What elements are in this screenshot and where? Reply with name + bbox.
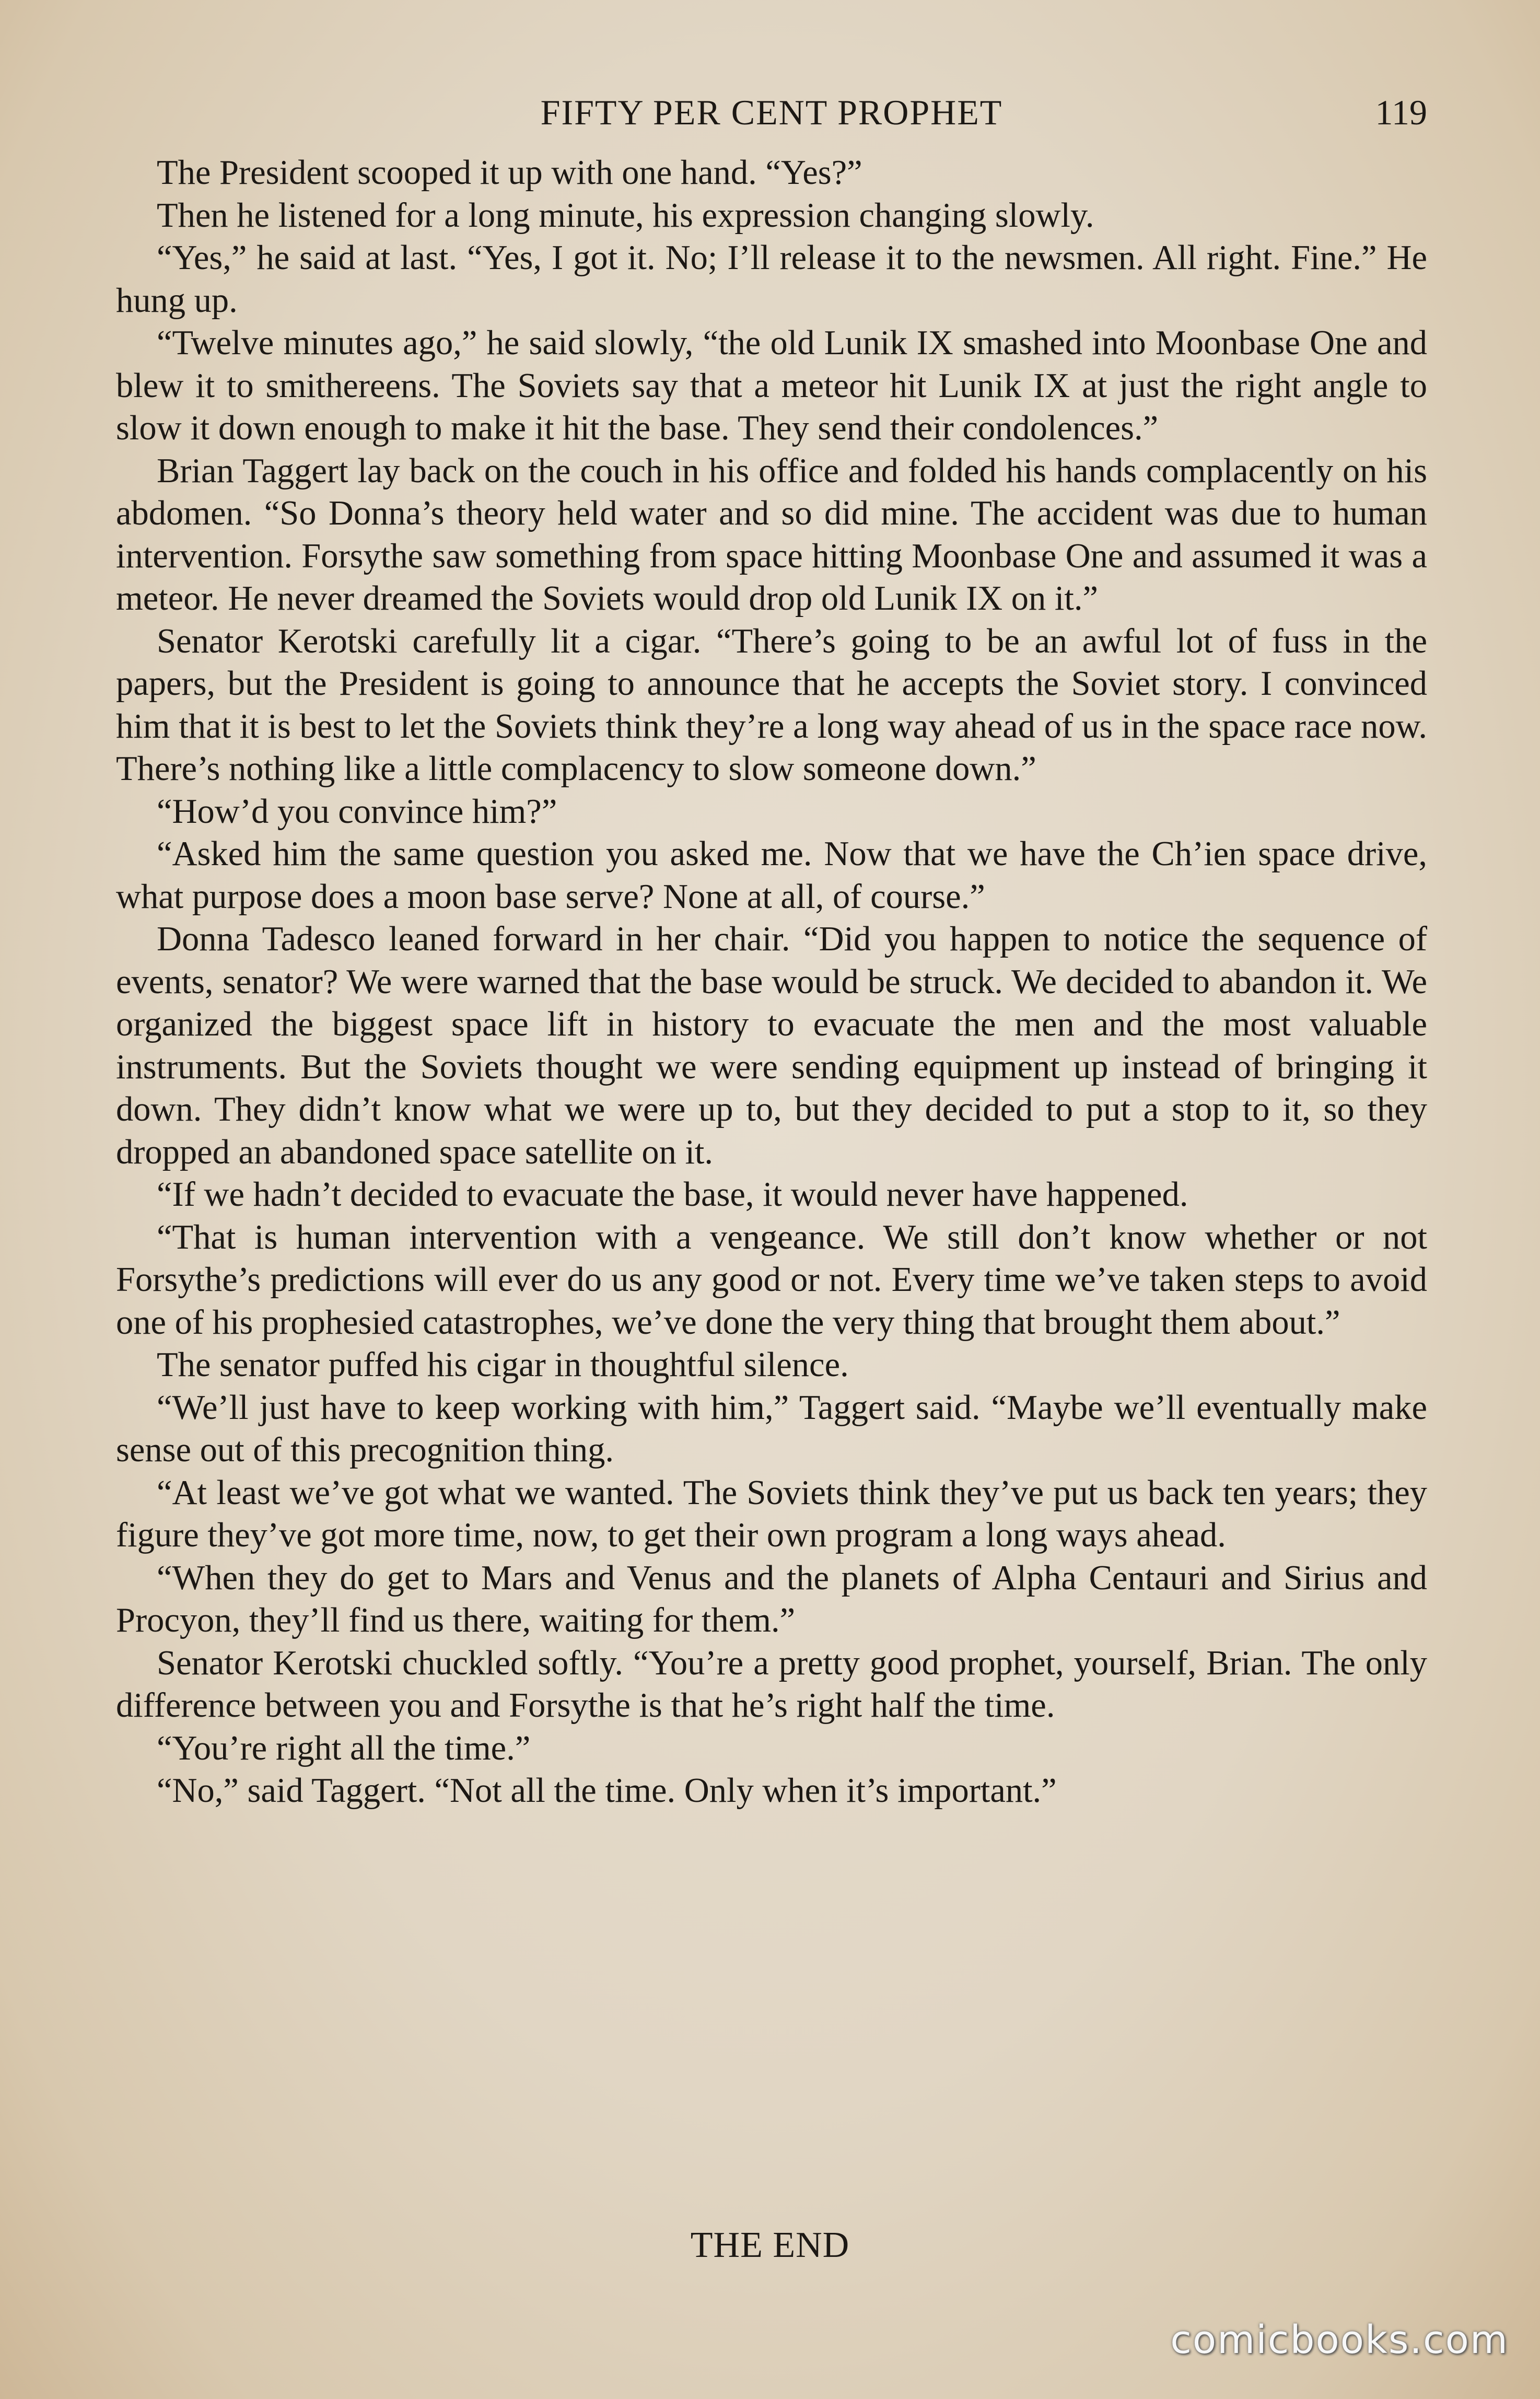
paragraph: “If we hadn’t decided to evacuate the base, it would never have happened. (157, 1175, 1188, 1214)
paragraph: Donna Tadesco leaned forward in her chair. “Did you happen to notice the sequence of events, senator? We were warned that the base would be struck. We decided to abandon it. We organized the biggest space lift in history to evacuate the men and the most valuable instruments. But the Soviets thought we were sending equipment up instead of bringing it down. They didn’t know what we were up to, but they decided to put a stop to it, so they dropped an abandoned space satellite on it. (116, 920, 1427, 1171)
paragraph: “No,” said Taggert. “Not all the time. Only when it’s important.” (157, 1772, 1057, 1810)
paragraph: Senator Kerotski carefully lit a cigar. “There’s going to be an awful lot of fuss in the papers, but the President is going to announce that he accepts the Soviet story. I convinced him that it is best to let the Soviets think they’re a long way ahead of us in the space race now. There’s nothing like a little complacency to slow someone down.” (116, 622, 1427, 788)
page-number: 119 (1375, 92, 1427, 132)
story-text (116, 152, 1427, 1812)
paragraph: “When they do get to Mars and Venus and the planets of Alpha Centauri and Sirius and Procyon, they’ll find us there, waiting for them.” (116, 1558, 1427, 1639)
running-title: FIFTY PER CENT PROPHET (540, 92, 1003, 132)
paragraph: Senator Kerotski chuckled softly. “You’re a pretty good prophet, yourself, Brian. The only difference between you and Forsythe is that he’s right half the time. (116, 1644, 1427, 1725)
paragraph: The senator puffed his cigar in thoughtful silence. (157, 1346, 849, 1384)
paragraph: “Yes,” he said at last. “Yes, I got it. No; I’ll release it to the newsmen. All right. Fine.” He hung up. (116, 239, 1427, 320)
paragraph: “We’ll just have to keep working with him,” Taggert said. “Maybe we’ll eventually make sense out of this precognition thing. (116, 1388, 1427, 1469)
paragraph: The President scooped it up with one hand. “Yes?” (157, 154, 862, 192)
paragraph: Then he listened for a long minute, his expression changing slowly. (157, 196, 1094, 235)
page-header (116, 86, 1427, 138)
paragraph: “That is human intervention with a vengeance. We still don’t know whether or not Forsythe’s predictions will ever do us any good or not. Every time we’ve taken steps to avoid one of his prophesied catastrophes, we’ve done the very thing that brought them about.” (116, 1218, 1427, 1342)
paragraph: “Twelve minutes ago,” he said slowly, “the old Lunik IX smashed into Moonbase One and blew it to smithereens. The Soviets say that a meteor hit Lunik IX at just the right angle to slow it down enough to make it hit the base. They send their condolences.” (116, 324, 1427, 447)
paragraph: Brian Taggert lay back on the couch in his office and folded his hands complacently on his abdomen. “So Donna’s theory held water and so did mine. The accident was due to human intervention. Forsythe saw something from space hitting Moonbase One and assumed it was a meteor. He never dreamed the Soviets would drop old Lunik IX on it.” (116, 451, 1427, 618)
paragraph: “At least we’ve got what we wanted. The Soviets think they’ve put us back ten years; they figure they’ve got more time, now, to get their own program a long ways ahead. (116, 1473, 1427, 1554)
watermark-logo: comicbooks.com (1170, 2318, 1509, 2362)
the-end-label: THE END (690, 2225, 850, 2265)
paragraph: “You’re right all the time.” (157, 1729, 531, 1767)
paragraph: “How’d you convince him?” (157, 792, 557, 831)
paragraph: “Asked him the same question you asked me. Now that we have the Ch’ien space drive, what purpose does a moon base serve? None at all, of course.” (116, 835, 1427, 916)
